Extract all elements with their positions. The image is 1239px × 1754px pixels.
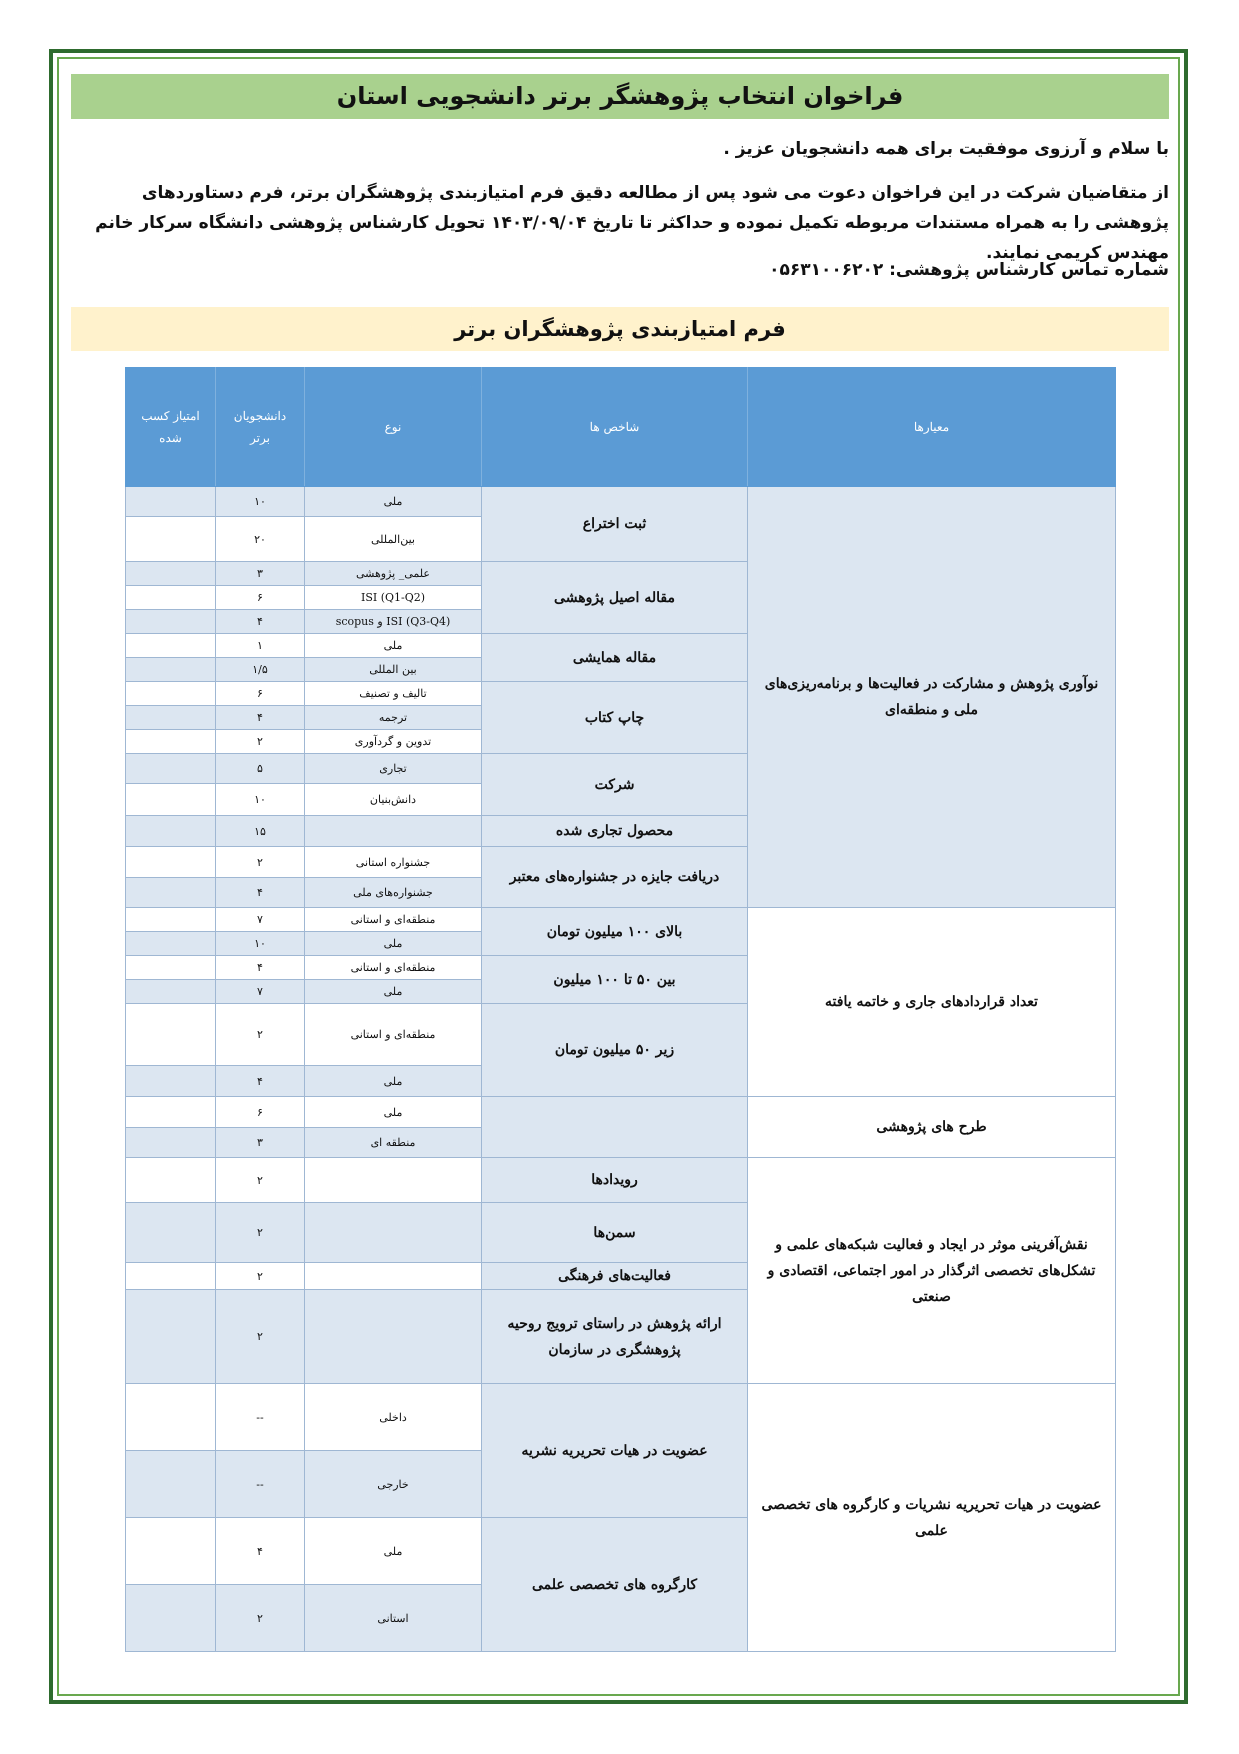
score-cell: ۱۵	[216, 816, 305, 847]
earned-score-input[interactable]	[126, 1451, 216, 1518]
indicator-cell: دریافت جایزه در جشنواره‌های معتبر	[482, 847, 748, 908]
indicator-cell: زیر ۵۰ میلیون تومان	[482, 1004, 748, 1097]
criterion-cell: تعداد قراردادهای جاری و خاتمه یافته	[748, 908, 1116, 1097]
type-cell	[305, 816, 482, 847]
header-criteria: معیارها	[748, 368, 1116, 487]
score-cell: --	[216, 1384, 305, 1451]
type-cell	[305, 1290, 482, 1384]
type-cell: استانی	[305, 1585, 482, 1652]
type-cell: خارجی	[305, 1451, 482, 1518]
earned-score-input[interactable]	[126, 1004, 216, 1066]
type-cell: دانش‌بنیان	[305, 784, 482, 816]
score-cell: --	[216, 1451, 305, 1518]
criterion-cell: طرح های پژوهشی	[748, 1097, 1116, 1158]
earned-score-input[interactable]	[126, 816, 216, 847]
earned-score-input[interactable]	[126, 1128, 216, 1158]
score-cell: ۶	[216, 682, 305, 706]
table-row	[126, 487, 1116, 517]
score-cell: ۲	[216, 1203, 305, 1263]
earned-score-input[interactable]	[126, 932, 216, 956]
type-cell: تجاری	[305, 754, 482, 784]
indicator-cell: ثبت اختراع	[482, 487, 748, 562]
score-cell: ۳	[216, 562, 305, 586]
score-cell: ۷	[216, 908, 305, 932]
indicator-cell: کارگروه های تخصصی علمی	[482, 1518, 748, 1652]
score-cell: ۲	[216, 1004, 305, 1066]
score-cell: ۴	[216, 1518, 305, 1585]
type-cell: ملی	[305, 980, 482, 1004]
earned-score-input[interactable]	[126, 634, 216, 658]
score-cell: ۱۰	[216, 784, 305, 816]
form-title: فرم امتیازبندی پژوهشگران برتر	[71, 307, 1169, 351]
header-earned-score: امتیاز کسب شده	[126, 368, 216, 487]
earned-score-input[interactable]	[126, 1158, 216, 1203]
score-cell: ۶	[216, 586, 305, 610]
score-cell: ۴	[216, 610, 305, 634]
score-cell: ۷	[216, 980, 305, 1004]
earned-score-input[interactable]	[126, 1066, 216, 1097]
header-top-students: دانشجویان برتر	[216, 368, 305, 487]
indicator-cell: بالای ۱۰۰ میلیون تومان	[482, 908, 748, 956]
header-indicators: شاخص ها	[482, 368, 748, 487]
earned-score-input[interactable]	[126, 1097, 216, 1128]
instructions-paragraph: از متقاضیان شرکت در این فراخوان دعوت می شود پس از مطالعه دقیق فرم امتیازبندی پژوهشگران برتر، فرم دستاوردهای پژوهشی را به همراه مستندات مربوطه تکمیل نموده و حداکثر تا تاریخ ۱۴۰۳/۰۹/۰۴ تحویل کارشناس پژوهشی دانشگاه سرکار خانم مهندس کریمی نمایند.	[95, 183, 1169, 263]
earned-score-input[interactable]	[126, 1384, 216, 1451]
earned-score-input[interactable]	[126, 980, 216, 1004]
indicator-cell: رویدادها	[482, 1158, 748, 1203]
earned-score-input[interactable]	[126, 487, 216, 517]
score-cell: ۳	[216, 1128, 305, 1158]
type-cell: منطقه‌ای و استانی	[305, 1004, 482, 1066]
type-cell: ملی	[305, 1097, 482, 1128]
criterion-cell: نقش‌آفرینی موثر در ایجاد و فعالیت شبکه‌های علمی و تشکل‌های تخصصی اثرگذار در امور اجتماعی، اقتصادی و صنعتی	[748, 1158, 1116, 1384]
score-cell: ۲۰	[216, 517, 305, 562]
contact-info: شماره تماس کارشناس پژوهشی: ۰۵۶۳۱۰۰۶۲۰۲	[769, 260, 1169, 280]
earned-score-input[interactable]	[126, 610, 216, 634]
type-cell: بین‌المللی	[305, 517, 482, 562]
table-row	[126, 1384, 1116, 1451]
indicator-cell: سمن‌ها	[482, 1203, 748, 1263]
score-cell: ۶	[216, 1097, 305, 1128]
type-cell: ملی	[305, 634, 482, 658]
type-cell: منطقه‌ای و استانی	[305, 908, 482, 932]
earned-score-input[interactable]	[126, 847, 216, 878]
score-cell: ۴	[216, 1066, 305, 1097]
type-cell: منطقه‌ای و استانی	[305, 956, 482, 980]
score-cell: ۲	[216, 847, 305, 878]
type-cell: ISI (Q1-Q2)	[305, 586, 482, 610]
indicator-cell: شرکت	[482, 754, 748, 816]
type-cell: تدوین و گردآوری	[305, 730, 482, 754]
type-cell: بین المللی	[305, 658, 482, 682]
type-cell: ملی	[305, 932, 482, 956]
earned-score-input[interactable]	[126, 1518, 216, 1585]
table-row	[126, 908, 1116, 932]
earned-score-input[interactable]	[126, 1290, 216, 1384]
indicator-cell: مقاله اصیل پژوهشی	[482, 562, 748, 634]
header-type: نوع	[305, 368, 482, 487]
greeting-text: با سلام و آرزوی موفقیت برای همه دانشجویان عزیز .	[723, 139, 1169, 159]
earned-score-input[interactable]	[126, 730, 216, 754]
score-cell: ۱۰	[216, 932, 305, 956]
score-cell: ۲	[216, 730, 305, 754]
scoring-table	[125, 367, 1116, 1652]
score-cell: ۲	[216, 1263, 305, 1290]
indicator-cell: عضویت در هیات تحریریه نشریه	[482, 1384, 748, 1518]
score-cell: ۲	[216, 1585, 305, 1652]
type-cell: جشنواره استانی	[305, 847, 482, 878]
earned-score-input[interactable]	[126, 956, 216, 980]
earned-score-input[interactable]	[126, 1585, 216, 1652]
indicator-cell: چاپ کتاب	[482, 682, 748, 754]
indicator-cell: ارائه پژوهش در راستای ترویج روحیه پژوهشگری در سازمان	[482, 1290, 748, 1384]
indicator-cell: بین ۵۰ تا ۱۰۰ میلیون	[482, 956, 748, 1004]
earned-score-input[interactable]	[126, 784, 216, 816]
score-cell: ۱	[216, 634, 305, 658]
score-cell: ۴	[216, 878, 305, 908]
type-cell: ISI (Q3-Q4) و scopus	[305, 610, 482, 634]
table-header-row	[126, 368, 1116, 487]
criterion-cell: نوآوری پژوهش و مشارکت در فعالیت‌ها و برنامه‌ریزی‌های ملی و منطقه‌ای	[748, 487, 1116, 908]
type-cell: ترجمه	[305, 706, 482, 730]
indicator-cell: مقاله همایشی	[482, 634, 748, 682]
indicator-cell-empty	[482, 1097, 748, 1158]
earned-score-input[interactable]	[126, 658, 216, 682]
type-cell: ملی	[305, 487, 482, 517]
score-cell: ۱۰	[216, 487, 305, 517]
earned-score-input[interactable]	[126, 1203, 216, 1263]
type-cell	[305, 1203, 482, 1263]
table-row	[126, 1158, 1116, 1203]
earned-score-input[interactable]	[126, 562, 216, 586]
type-cell	[305, 1263, 482, 1290]
score-cell: ۲	[216, 1158, 305, 1203]
score-cell: ۲	[216, 1290, 305, 1384]
earned-score-input[interactable]	[126, 754, 216, 784]
earned-score-input[interactable]	[126, 878, 216, 908]
indicator-cell: محصول تجاری شده	[482, 816, 748, 847]
earned-score-input[interactable]	[126, 517, 216, 562]
score-cell: ۴	[216, 956, 305, 980]
table-row	[126, 1097, 1116, 1128]
type-cell: جشنواره‌های ملی	[305, 878, 482, 908]
score-cell: ۵	[216, 754, 305, 784]
earned-score-input[interactable]	[126, 1263, 216, 1290]
type-cell: ملی	[305, 1518, 482, 1585]
earned-score-input[interactable]	[126, 706, 216, 730]
score-cell: ۱/۵	[216, 658, 305, 682]
earned-score-input[interactable]	[126, 682, 216, 706]
indicator-cell: فعالیت‌های فرهنگی	[482, 1263, 748, 1290]
type-cell	[305, 1158, 482, 1203]
type-cell: تالیف و تصنیف	[305, 682, 482, 706]
type-cell: داخلی	[305, 1384, 482, 1451]
type-cell: ملی	[305, 1066, 482, 1097]
type-cell: منطقه ای	[305, 1128, 482, 1158]
type-cell: علمی_ پژوهشی	[305, 562, 482, 586]
page-title: فراخوان انتخاب پژوهشگر برتر دانشجویی استان	[71, 74, 1169, 119]
criterion-cell: عضویت در هیات تحریریه نشریات و کارگروه های تخصصی علمی	[748, 1384, 1116, 1652]
score-cell: ۴	[216, 706, 305, 730]
earned-score-input[interactable]	[126, 586, 216, 610]
earned-score-input[interactable]	[126, 908, 216, 932]
